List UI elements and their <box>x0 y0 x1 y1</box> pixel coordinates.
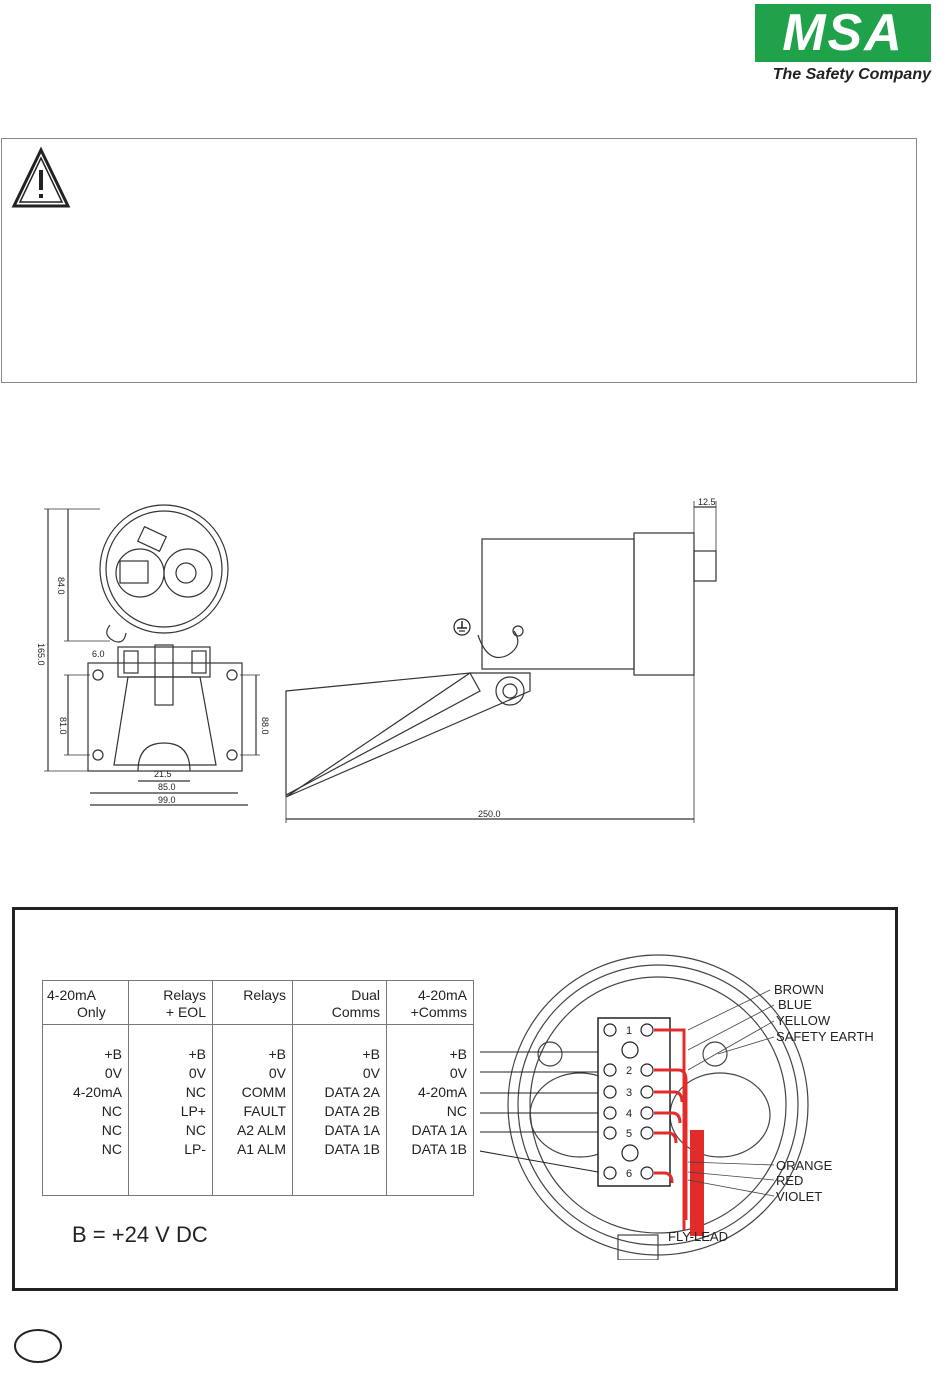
table-cell: A1 ALM <box>236 1141 286 1157</box>
table-cell: +B <box>188 1046 206 1062</box>
col-subhead: + EOL <box>165 1004 206 1020</box>
wiring-table <box>42 980 474 1196</box>
dim-84: 84.0 <box>56 577 66 595</box>
table-cell: A2 ALM <box>236 1122 286 1138</box>
wire-label-blue: BLUE <box>778 997 812 1012</box>
dim-21-5: 21.5 <box>154 769 172 779</box>
terminal-number: 3 <box>626 1087 633 1099</box>
fly-lead <box>690 1130 704 1236</box>
dim-6: 6.0 <box>92 649 105 659</box>
table-cell: DATA 1B <box>324 1141 380 1157</box>
table-cell: +B <box>268 1046 286 1062</box>
terminal-number: 4 <box>626 1108 633 1120</box>
column-4-20ma-comms <box>387 981 473 1195</box>
table-cell: NC <box>101 1141 122 1157</box>
wire-label-violet: VIOLET <box>776 1189 823 1204</box>
wire-label-red: RED <box>776 1173 804 1188</box>
supply-voltage-note: B = +24 V DC <box>72 1222 208 1247</box>
table-cell: 0V <box>104 1065 122 1081</box>
column-dual-comms <box>293 981 387 1195</box>
wire-label-brown: BROWN <box>774 982 824 997</box>
msa-logo <box>755 4 931 94</box>
terminal-number: 5 <box>626 1128 633 1140</box>
terminal-number: 2 <box>626 1065 633 1077</box>
table-cell: NC <box>185 1122 206 1138</box>
table-cell: +B <box>449 1046 467 1062</box>
wire-label-yellow: YELLOW <box>776 1013 831 1028</box>
col-subhead: Comms <box>331 1004 380 1020</box>
earth-ground-icon <box>454 619 470 635</box>
table-cell: DATA 1A <box>324 1122 380 1138</box>
wire-label-safety-earth: SAFETY EARTH <box>776 1029 874 1044</box>
wire-label-fly-lead: FLY-LEAD <box>668 1229 728 1244</box>
terminal-number: 1 <box>626 1025 633 1037</box>
warning-box <box>1 138 917 383</box>
dim-81: 81.0 <box>58 717 68 735</box>
col-head: 4-20mA <box>47 987 97 1003</box>
warning-triangle-icon <box>10 146 72 212</box>
column-relays <box>213 981 293 1195</box>
col-head: Relays <box>243 987 286 1003</box>
dim-88: 88.0 <box>260 717 270 735</box>
wire-label-orange: ORANGE <box>776 1158 833 1173</box>
table-cell: NC <box>446 1103 467 1119</box>
col-subhead: Only <box>77 1004 106 1020</box>
table-cell: FAULT <box>243 1103 286 1119</box>
dim-99: 99.0 <box>158 795 176 805</box>
table-cell: +B <box>362 1046 380 1062</box>
table-cell: +B <box>104 1046 122 1062</box>
logo-tagline: The Safety Company <box>772 66 931 83</box>
col-head: 4-20mA <box>417 987 467 1003</box>
table-cell: NC <box>101 1103 122 1119</box>
terminal-connector-diagram <box>480 950 890 1260</box>
terminal-number: 6 <box>626 1168 633 1180</box>
column-relays-eol <box>129 981 213 1195</box>
dimension-drawing <box>0 495 950 830</box>
dim-165: 165.0 <box>36 643 46 666</box>
table-cell: 0V <box>268 1065 286 1081</box>
table-cell: DATA 2A <box>324 1084 380 1100</box>
table-cell: 4-20mA <box>417 1084 467 1100</box>
table-cell: LP- <box>184 1141 206 1157</box>
table-cell: 0V <box>188 1065 206 1081</box>
col-subhead: +Comms <box>410 1004 467 1020</box>
table-cell: COMM <box>241 1084 286 1100</box>
col-head: Dual <box>351 987 380 1003</box>
table-cell: 4-20mA <box>72 1084 122 1100</box>
table-cell: NC <box>185 1084 206 1100</box>
page-language-marker <box>14 1329 62 1363</box>
table-cell: LP+ <box>180 1103 206 1119</box>
logo-text: MSA <box>782 4 904 62</box>
table-cell: DATA 2B <box>324 1103 380 1119</box>
dim-250: 250.0 <box>478 809 501 819</box>
col-head: Relays <box>163 987 206 1003</box>
column-4-20ma-only <box>43 981 129 1195</box>
table-cell: 0V <box>449 1065 467 1081</box>
table-cell: NC <box>101 1122 122 1138</box>
table-cell: DATA 1B <box>411 1141 467 1157</box>
dim-12-5: 12.5 <box>698 497 716 507</box>
table-cell: 0V <box>362 1065 380 1081</box>
table-cell: DATA 1A <box>411 1122 467 1138</box>
dim-85: 85.0 <box>158 782 176 792</box>
